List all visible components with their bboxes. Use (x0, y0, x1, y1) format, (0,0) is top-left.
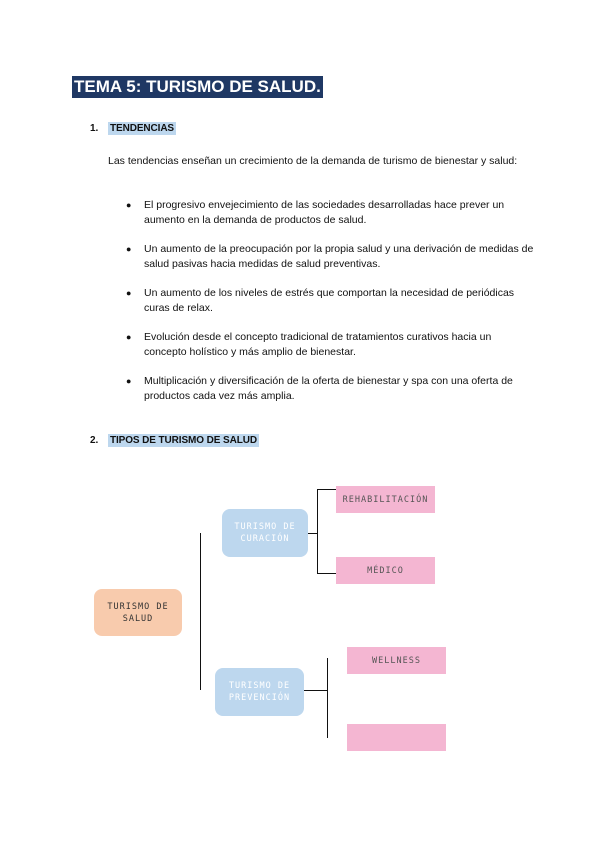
section-title: TENDENCIAS (110, 123, 175, 134)
branch-node-prevencion: TURISMO DE PREVENCIÓN (215, 668, 304, 716)
page-title: TEMA 5: TURISMO DE SALUD. (74, 77, 321, 96)
connector-line (327, 658, 328, 738)
section-title: TIPOS DE TURISMO DE SALUD (110, 435, 257, 446)
bullet-icon: ● (126, 200, 132, 210)
intro-paragraph: Las tendencias enseñan un crecimiento de la demanda de turismo de bienestar y salud: (108, 155, 518, 167)
section-heading-tipos (90, 435, 259, 446)
branch-node-curacion: TURISMO DE CURACIÓN (222, 509, 308, 557)
connector-line (304, 690, 328, 691)
list-item: ● Evolución desde el concepto tradicional de tratamientos curativos hacia un concepto holístico y más amplio de bienestar. (126, 331, 492, 358)
leaf-node-rehabilitacion: REHABILITACIÓN (336, 486, 435, 513)
bullet-icon: ● (126, 376, 132, 386)
tendencias-list (126, 198, 536, 418)
leaf-node-wellness: WELLNESS (347, 647, 446, 674)
list-item: ● Un aumento de la preocupación por la propia salud y una derivación de medidas de salud pasivas hacia medidas de salud preventivas. (126, 243, 534, 270)
bullet-icon: ● (126, 288, 132, 298)
connector-line (317, 573, 336, 574)
list-item: ● Multiplicación y diversificación de la oferta de bienestar y spa con una oferta de productos cada vez más amplia. (126, 375, 513, 402)
connector-line (317, 489, 336, 490)
list-item: ● Un aumento de los niveles de estrés que comportan la necesidad de periódicas curas de relax. (126, 287, 515, 314)
leaf-node-empty (347, 724, 446, 751)
bullet-icon: ● (126, 332, 132, 342)
bullet-icon: ● (126, 244, 132, 254)
section-heading-tendencias (90, 123, 176, 134)
root-node: TURISMO DE SALUD (94, 589, 182, 636)
connector-line (317, 489, 318, 574)
leaf-node-medico: MÉDICO (336, 557, 435, 584)
section-number: 1. (90, 123, 99, 134)
list-item: ● El progresivo envejecimiento de las sociedades desarrolladas hace prever un aumento en la demanda de productos de salud. (126, 199, 505, 226)
connector-line (308, 533, 318, 534)
section-number: 2. (90, 435, 99, 446)
connector-line (200, 533, 201, 690)
